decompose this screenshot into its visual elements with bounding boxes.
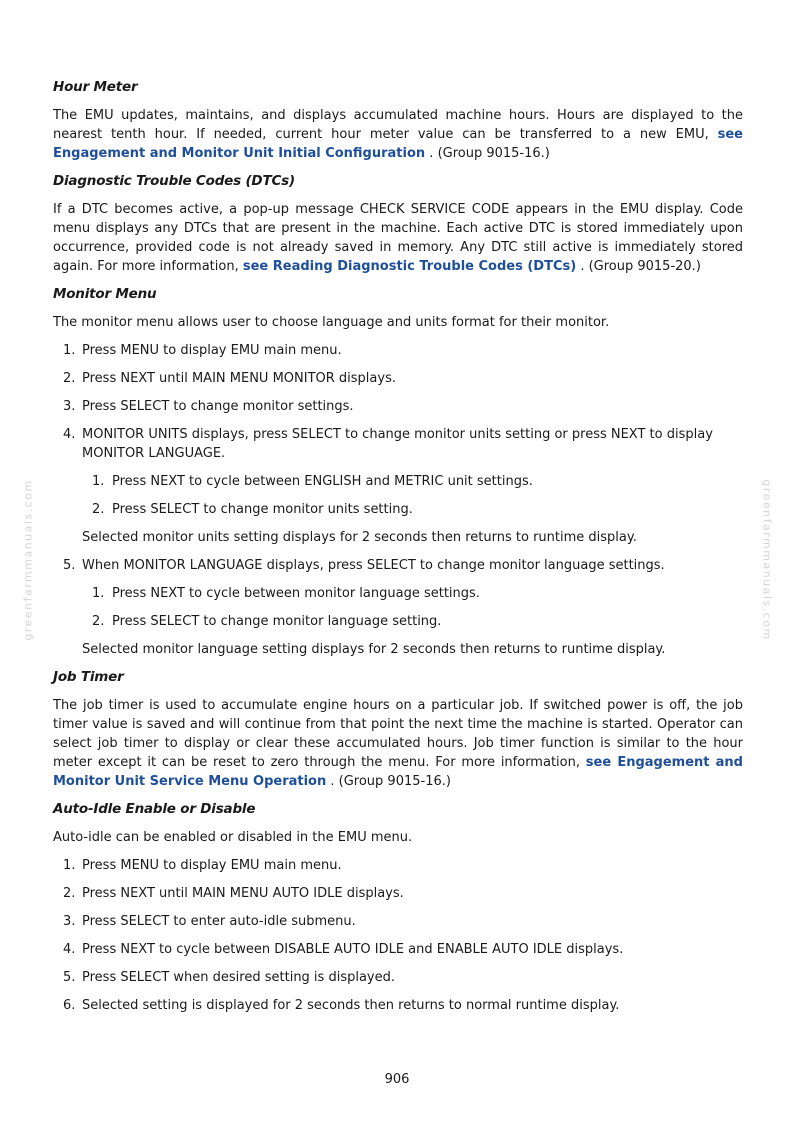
list-item: 4. MONITOR UNITS displays, press SELECT to change monitor units setting or press NEXT to display MONITOR LANGUAGE. 1. Press NEXT to cycle between ENGLISH and METRIC unit settings. 2. Press SELECT to change monitor units setting. Selected monitor units setting displays for 2 seconds then returns to runtime display. xyxy=(53,425,743,547)
list-item: 5. Press SELECT when desired setting is displayed. xyxy=(63,970,395,985)
dtc-paragraph xyxy=(53,200,743,276)
engagement-initial-config-link[interactable]: see Engagement and Monitor Unit Initial Configuration xyxy=(53,127,743,161)
auto-idle-steps xyxy=(53,856,743,1015)
list-item: 6. Selected setting is displayed for 2 seconds then returns to normal runtime display. xyxy=(63,998,620,1013)
job-timer-heading: Job Timer xyxy=(53,669,124,685)
monitor-units-substeps xyxy=(82,472,743,519)
dtc-heading: Diagnostic Trouble Codes (DTCs) xyxy=(53,173,295,189)
dtc-text: If a DTC becomes active, a pop-up message CHECK SERVICE CODE appears in the EMU display. Code menu displays any DTCs that are present in the machine. Each active DTC is stored immediately upon occurrence, provided code is not already saved in memory. Any DTC still active is immediately stored again. For more information, xyxy=(53,202,743,274)
auto-idle-intro: Auto-idle can be enabled or disabled in the EMU menu. xyxy=(53,830,413,845)
hour-meter-text: The EMU updates, maintains, and displays accumulated machine hours. Hours are displayed to the nearest tenth hour. If needed, current hour meter value can be transferred to a new EMU, xyxy=(53,108,743,142)
job-timer-group-ref: . (Group 9015-16.) xyxy=(326,774,451,789)
hour-meter-paragraph xyxy=(53,106,743,163)
monitor-language-substeps xyxy=(82,584,743,631)
document-body xyxy=(53,78,743,1024)
job-timer-paragraph xyxy=(53,696,743,791)
auto-idle-heading: Auto-Idle Enable or Disable xyxy=(53,801,256,817)
reading-dtc-link[interactable]: see Reading Diagnostic Trouble Codes (DTCs) xyxy=(242,259,577,274)
monitor-menu-intro: The monitor menu allows user to choose language and units format for their monitor. xyxy=(53,315,610,330)
hour-meter-heading: Hour Meter xyxy=(53,79,138,95)
list-item: 1. Press NEXT to cycle between ENGLISH and METRIC unit settings. xyxy=(92,474,533,489)
list-item: 2. Press NEXT until MAIN MENU MONITOR displays. xyxy=(63,371,396,386)
list-item: 1. Press NEXT to cycle between monitor language settings. xyxy=(92,586,480,601)
page-number: 906 xyxy=(384,1072,410,1087)
service-menu-operation-link[interactable]: see Engagement and Monitor Unit Service Menu Operation xyxy=(53,755,743,789)
list-item: 5. When MONITOR LANGUAGE displays, press SELECT to change monitor language settings. 1. Press NEXT to cycle between monitor language settings. 2. Press SELECT to change monitor language setting. Selected monitor language setting displays for 2 seconds then returns to runtime display. xyxy=(53,556,743,659)
watermark-left: greenfarmmanuals.com xyxy=(21,479,35,641)
list-item: 3. Press SELECT to enter auto-idle submenu. xyxy=(63,914,356,929)
list-item: 1. Press MENU to display EMU main menu. xyxy=(63,343,342,358)
dtc-group-ref: . (Group 9015-20.) xyxy=(576,259,701,274)
hour-meter-group-ref: . (Group 9015-16.) xyxy=(425,146,550,161)
monitor-menu-steps xyxy=(53,341,743,659)
job-timer-text: The job timer is used to accumulate engine hours on a particular job. If switched power is off, the job timer value is saved and will continue from that point the next time the machine is started. Operator can select job timer to display or clear these accumulated hours. Job timer function is similar to the hour meter except it can be reset to zero through the menu. For more information, xyxy=(53,698,743,770)
monitor-menu-heading: Monitor Menu xyxy=(53,286,157,302)
monitor-language-note: Selected monitor language setting displays for 2 seconds then returns to runtime display. xyxy=(82,642,666,657)
list-item: 2. Press SELECT to change monitor units setting. xyxy=(92,502,413,517)
list-item: 2. Press NEXT until MAIN MENU AUTO IDLE displays. xyxy=(63,886,404,901)
monitor-units-note: Selected monitor units setting displays for 2 seconds then returns to runtime display. xyxy=(82,530,637,545)
list-item: 3. Press SELECT to change monitor settings. xyxy=(63,399,354,414)
list-item: 4. Press NEXT to cycle between DISABLE AUTO IDLE and ENABLE AUTO IDLE displays. xyxy=(63,942,624,957)
list-item: 2. Press SELECT to change monitor language setting. xyxy=(92,614,442,629)
watermark-right: greenfarmmanuals.com xyxy=(760,479,774,641)
list-item: 1. Press MENU to display EMU main menu. xyxy=(63,858,342,873)
